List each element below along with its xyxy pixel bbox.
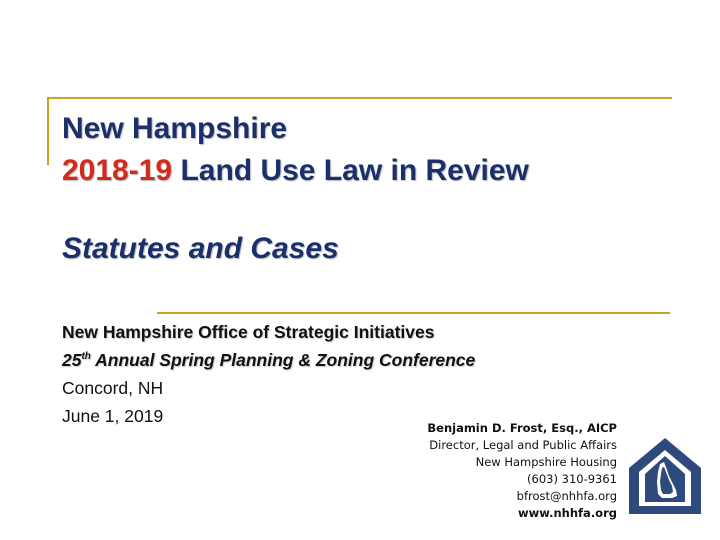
slide-title bbox=[62, 108, 529, 192]
event-organization: New Hampshire Office of Strategic Initiatives bbox=[62, 322, 435, 342]
presenter-title: Director, Legal and Public Affairs bbox=[429, 438, 617, 452]
event-info bbox=[62, 318, 475, 430]
title-line-2-rest: Land Use Law in Review bbox=[172, 154, 529, 187]
conference-ordinal-suffix: th bbox=[81, 351, 91, 363]
presenter-name: Benjamin D. Frost, Esq., AICP bbox=[427, 421, 617, 435]
event-conference bbox=[62, 346, 475, 374]
presenter-website: www.nhhfa.org bbox=[517, 506, 617, 520]
event-location: Concord, NH bbox=[62, 378, 164, 398]
title-line-1: New Hampshire bbox=[62, 112, 288, 145]
conference-name: Annual Spring Planning & Zoning Conference bbox=[90, 350, 476, 370]
presenter-contact bbox=[427, 420, 617, 522]
gold-accent-line-top bbox=[47, 97, 672, 99]
title-line-2 bbox=[62, 150, 529, 192]
event-date: June 1, 2019 bbox=[62, 406, 164, 426]
presenter-organization: New Hampshire Housing bbox=[475, 455, 617, 469]
gold-accent-line-left bbox=[47, 97, 49, 165]
nh-state-house-logo-icon bbox=[627, 436, 703, 516]
gold-accent-line-middle bbox=[157, 312, 670, 314]
presenter-phone: (603) 310-9361 bbox=[527, 472, 617, 486]
title-year: 2018-19 bbox=[62, 154, 173, 187]
conference-ordinal: 25 bbox=[62, 350, 82, 370]
presenter-email: bfrost@nhhfa.org bbox=[516, 489, 617, 503]
slide-subtitle: Statutes and Cases bbox=[62, 232, 339, 265]
